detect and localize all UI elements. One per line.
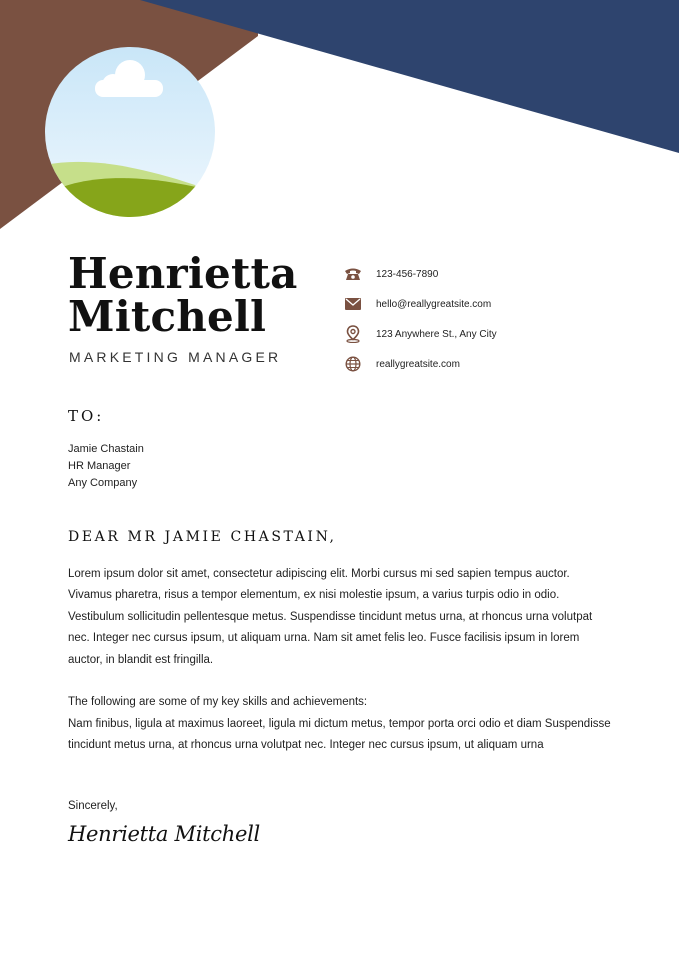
location-pin-icon xyxy=(344,325,362,343)
signature: Henrietta Mitchell xyxy=(68,822,260,846)
first-name: Henrietta xyxy=(68,249,298,298)
contact-website xyxy=(344,349,497,379)
phone-icon xyxy=(344,265,362,283)
globe-icon xyxy=(344,355,362,373)
body-paragraph-1: Lorem ipsum dolor sit amet, consectetur adipiscing elit. Morbi cursus mi sed sapien tempus auctor. Vivamus pharetra, risus a tempor elementum, ex nisi molestie ipsum, a varius turpis odio in odio. Vestibulum sollicitudin pellentesque metus. Suspendisse tincidunt metus urna, at rhoncus urna volutpat nec. Integer nec cursus ipsum, ut aliquam urna. Nam sit amet felis leo. Fusce facilisis ipsum in lorem auctor, in blandit est fringilla. xyxy=(68,568,593,666)
contact-address-text: 123 Anywhere St., Any City xyxy=(376,328,497,340)
contact-phone xyxy=(344,259,497,289)
salutation: DEAR MR JAMIE CHASTAIN, xyxy=(68,529,337,545)
body-paragraph-2: Nam finibus, ligula at maximus laoreet, ligula mi dictum metus, tempor porta orci odio et diam Suspendisse tincidunt metus urna, at rhoncus urna volutpat nec. Integer nec cursus ipsum, ut aliquam urna xyxy=(68,717,611,752)
body-paragraph-2-intro: The following are some of my key skills and achievements: xyxy=(68,696,368,709)
job-title: MARKETING MANAGER xyxy=(69,349,282,365)
contact-list xyxy=(344,259,497,379)
letter-body xyxy=(68,564,614,757)
contact-email-text[interactable]: hello@reallygreatsite.com xyxy=(376,298,492,310)
navy-corner-shape xyxy=(140,0,679,153)
contact-email xyxy=(344,289,497,319)
recipient-title: HR Manager xyxy=(68,460,131,472)
profile-photo-placeholder xyxy=(45,47,215,217)
contact-address xyxy=(344,319,497,349)
recipient-name: Jamie Chastain xyxy=(68,443,144,455)
to-heading: TO: xyxy=(68,407,105,425)
recipient-block xyxy=(68,441,144,492)
email-icon xyxy=(344,295,362,313)
applicant-name xyxy=(68,249,298,341)
contact-website-text[interactable]: reallygreatsite.com xyxy=(376,358,460,370)
closing: Sincerely, xyxy=(68,800,118,812)
recipient-company: Any Company xyxy=(68,477,138,489)
last-name: Mitchell xyxy=(68,292,267,341)
contact-phone-text[interactable]: 123-456-7890 xyxy=(376,268,439,280)
